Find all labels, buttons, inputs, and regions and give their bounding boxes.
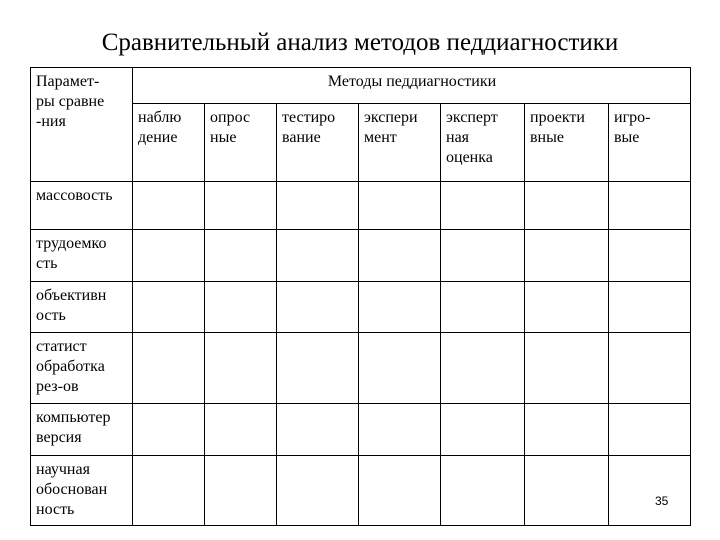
empty-cell [609, 182, 691, 230]
slide-title: Сравнительный анализ методов педдиагностики [101, 29, 619, 56]
empty-cell [609, 404, 691, 456]
empty-cell [609, 333, 691, 404]
method-header: эксперт ная оценка [441, 104, 525, 182]
method-header: опрос ные [205, 104, 277, 182]
table-row [31, 282, 691, 333]
empty-cell [277, 182, 359, 230]
empty-cell [205, 282, 277, 333]
empty-cell [133, 230, 205, 282]
empty-cell [359, 282, 441, 333]
empty-cell [133, 333, 205, 404]
empty-cell [277, 282, 359, 333]
method-header: проекти вные [525, 104, 609, 182]
table-row [31, 182, 691, 230]
parameter-label: научная обоснован ность [31, 456, 133, 526]
empty-cell [441, 282, 525, 333]
page-number: 35 [655, 494, 669, 508]
empty-cell [525, 456, 609, 526]
empty-cell [441, 182, 525, 230]
empty-cell [525, 282, 609, 333]
table-row [31, 333, 691, 404]
parameter-label: статист обработка рез-ов [31, 333, 133, 404]
parameter-label: объективн ость [31, 282, 133, 333]
comparison-table [30, 67, 691, 526]
table-row [31, 404, 691, 456]
empty-cell [441, 230, 525, 282]
method-header: наблю дение [133, 104, 205, 182]
empty-cell [205, 333, 277, 404]
empty-cell [133, 282, 205, 333]
method-header: экспери мент [359, 104, 441, 182]
empty-cell [359, 230, 441, 282]
empty-cell [359, 404, 441, 456]
empty-cell [525, 333, 609, 404]
empty-cell [205, 182, 277, 230]
parameter-label: компьютер версия [31, 404, 133, 456]
empty-cell [441, 456, 525, 526]
empty-cell [359, 333, 441, 404]
method-header: тестиро вание [277, 104, 359, 182]
empty-cell [205, 230, 277, 282]
empty-cell [359, 182, 441, 230]
empty-cell [609, 282, 691, 333]
parameter-label: массовость [31, 182, 133, 230]
empty-cell [609, 456, 691, 526]
empty-cell [525, 182, 609, 230]
empty-cell [277, 230, 359, 282]
empty-cell [609, 230, 691, 282]
empty-cell [441, 404, 525, 456]
empty-cell [133, 456, 205, 526]
method-header: игро- вые [609, 104, 691, 182]
empty-cell [359, 456, 441, 526]
param-header-cell: Парамет- ры сравне -ния [31, 68, 133, 182]
empty-cell [133, 404, 205, 456]
empty-cell [205, 404, 277, 456]
empty-cell [277, 404, 359, 456]
empty-cell [525, 404, 609, 456]
table-row [31, 230, 691, 282]
empty-cell [441, 333, 525, 404]
empty-cell [205, 456, 277, 526]
table-row [31, 456, 691, 526]
methods-header-cell: Методы педдиагностики [133, 68, 691, 104]
empty-cell [133, 182, 205, 230]
empty-cell [277, 333, 359, 404]
parameter-label: трудоемко сть [31, 230, 133, 282]
empty-cell [277, 456, 359, 526]
empty-cell [525, 230, 609, 282]
